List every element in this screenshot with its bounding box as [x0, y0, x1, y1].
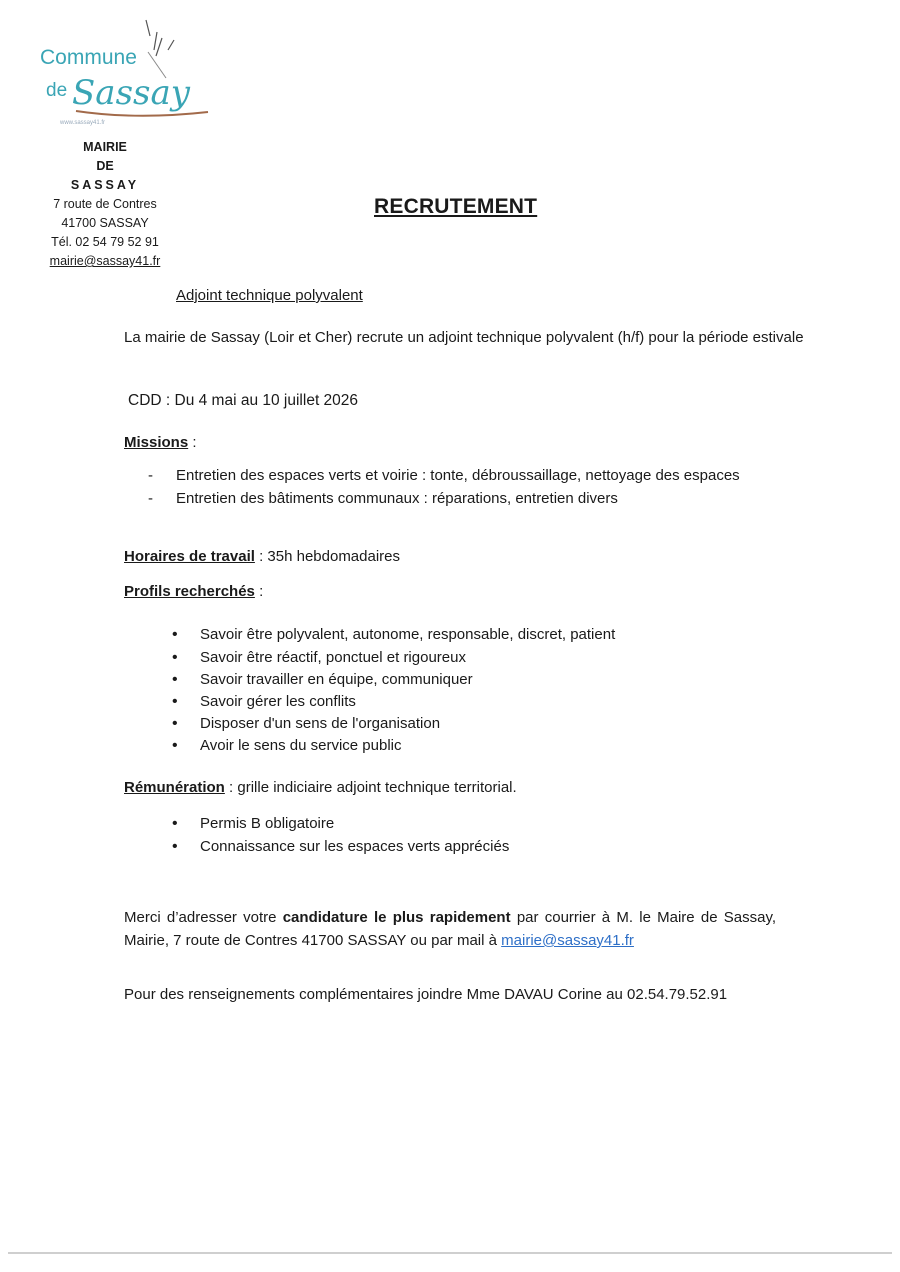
list-item: • Savoir être réactif, ponctuel et rigoureux: [172, 649, 466, 666]
requirement-text: Permis B obligatoire: [200, 815, 335, 832]
address: 7 route de Contres: [53, 197, 157, 211]
list-item: • Savoir gérer les conflits: [172, 693, 356, 710]
list-item: • Permis B obligatoire: [172, 815, 335, 832]
org-line-3: SASSAY: [70, 178, 140, 192]
profils-suffix: :: [254, 583, 264, 600]
remuneration-label: Rémunération: [124, 779, 225, 796]
mission-text: Entretien des bâtiments communaux : réparations, entretien divers: [176, 490, 618, 507]
horaires-value: : 35h hebdomadaires: [254, 548, 401, 565]
candidature-email-link[interactable]: mairie@sassay41.fr: [501, 932, 634, 949]
horaires-line: [124, 548, 400, 565]
svg-text:Sassay: Sassay: [72, 73, 190, 113]
candidature-part2: par courrier à M. le Maire de Sassay, Mairie, 7 route de Contres 41700 SASSAY ou par mail à: [124, 909, 777, 949]
list-item: • Connaissance sur les espaces verts appréciés: [172, 838, 510, 855]
list-item: • Disposer d'un sens de l'organisation: [172, 715, 441, 732]
phone: Tél. 02 54 79 52 91: [51, 235, 159, 249]
header-email-link[interactable]: mairie@sassay41.fr: [49, 254, 161, 268]
intro-paragraph: La mairie de Sassay (Loir et Cher) recrute un adjoint technique polyvalent (h/f) pour la période estivale: [124, 329, 804, 346]
missions-heading: [124, 434, 197, 451]
profil-text: Savoir être réactif, ponctuel et rigoureux: [200, 649, 466, 666]
contact-line: Pour des renseignements complémentaires joindre Mme DAVAU Corine au 02.54.79.52.91: [124, 986, 728, 1003]
remuneration-line: [124, 779, 517, 796]
page-bottom-rule: [8, 1252, 892, 1254]
page-title: RECRUTEMENT: [374, 195, 538, 218]
org-line-2: DE: [96, 159, 114, 173]
candidature-part1: Merci d’adresser votre: [124, 909, 283, 926]
commune-de-sassay-logo: [36, 16, 216, 128]
svg-text:Commune: Commune: [40, 46, 137, 69]
svg-text:www.sassay41.fr: www.sassay41.fr: [60, 120, 106, 126]
profil-text: Savoir travailler en équipe, communiquer: [200, 671, 473, 688]
list-item: • Avoir le sens du service public: [172, 737, 402, 754]
profil-text: Savoir être polyvalent, autonome, responsable, discret, patient: [200, 626, 616, 643]
candidature-paragraph: [124, 906, 776, 952]
org-line-1: MAIRIE: [83, 140, 127, 154]
candidature-bold: candidature le plus rapidement: [282, 909, 511, 926]
svg-text:de: de: [46, 80, 68, 101]
profils-label: Profils recherchés: [124, 583, 255, 600]
profils-heading: [124, 583, 263, 600]
contract-dates: CDD : Du 4 mai au 10 juillet 2026: [128, 392, 359, 409]
profil-text: Savoir gérer les conflits: [200, 693, 356, 710]
missions-label: Missions: [124, 434, 189, 451]
remuneration-value: : grille indiciaire adjoint technique territorial.: [224, 779, 517, 796]
profil-text: Disposer d'un sens de l'organisation: [200, 715, 441, 732]
city: 41700 SASSAY: [61, 216, 149, 230]
horaires-label: Horaires de travail: [124, 548, 255, 565]
list-item: - Entretien des espaces verts et voirie : tonte, débroussaillage, nettoyage des espaces: [148, 467, 740, 484]
list-item: • Savoir travailler en équipe, communiquer: [172, 671, 473, 688]
list-item: • Savoir être polyvalent, autonome, responsable, discret, patient: [172, 626, 616, 643]
profil-text: Avoir le sens du service public: [200, 737, 402, 754]
mairie-address-block: [30, 138, 180, 271]
list-item: - Entretien des bâtiments communaux : réparations, entretien divers: [148, 490, 618, 507]
requirement-text: Connaissance sur les espaces verts appréciés: [200, 838, 510, 855]
job-title: Adjoint technique polyvalent: [176, 287, 363, 304]
mission-text: Entretien des espaces verts et voirie : tonte, débroussaillage, nettoyage des espaces: [176, 467, 740, 484]
missions-suffix: :: [188, 434, 197, 451]
